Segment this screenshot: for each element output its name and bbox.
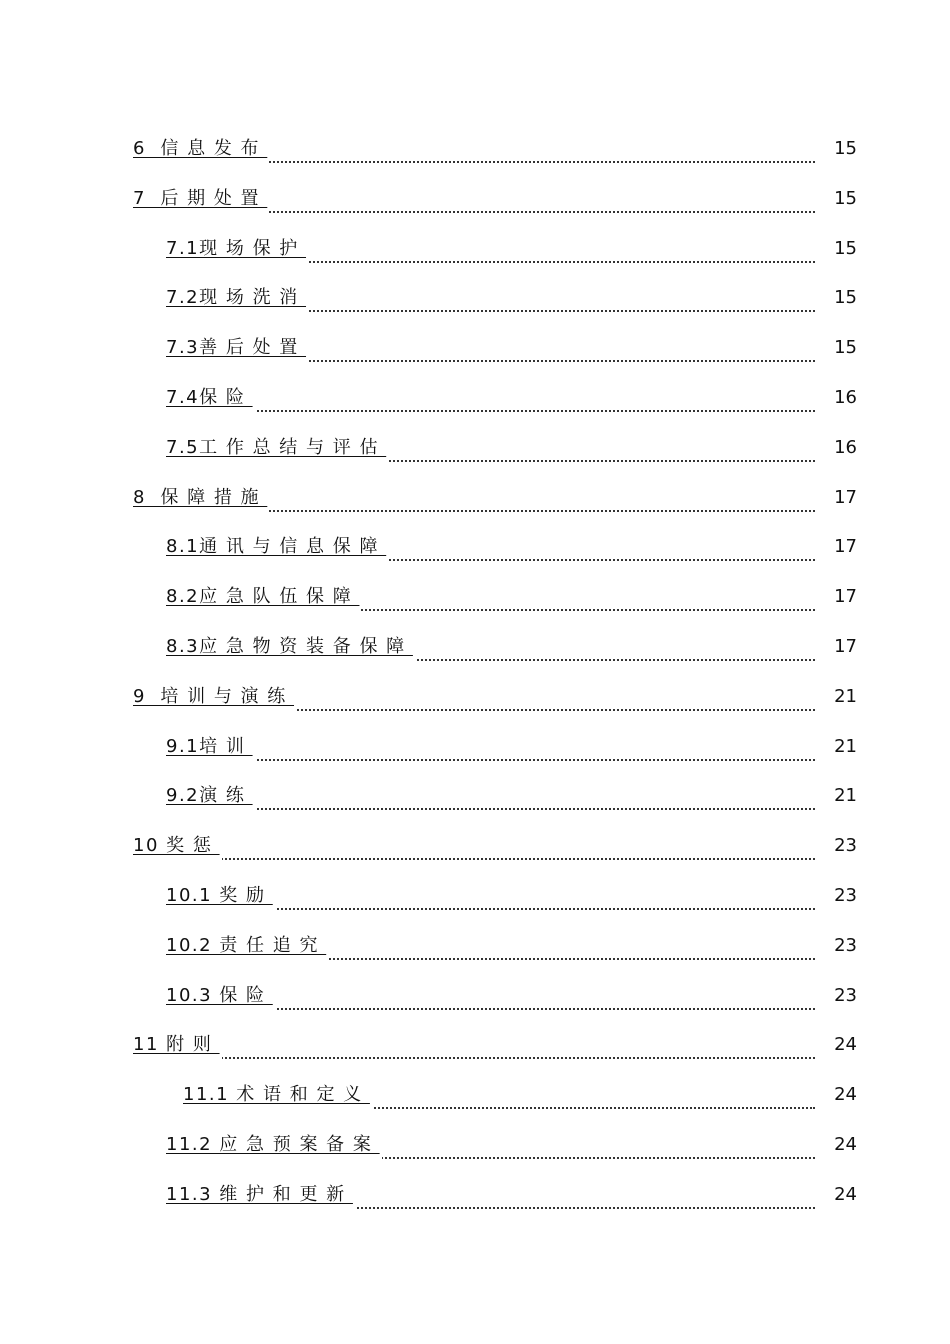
toc-page-number: 23 [834, 934, 857, 956]
toc-entry[interactable] [0, 532, 950, 562]
toc-entry[interactable] [0, 732, 950, 762]
toc-entry[interactable] [0, 483, 950, 513]
toc-entry-title[interactable]: 8 保 障 措 施 [133, 483, 269, 513]
toc-page-number: 21 [834, 785, 857, 807]
toc-entry-title[interactable]: 11.1 术 语 和 定 义 [183, 1080, 372, 1110]
toc-entry[interactable] [0, 283, 950, 313]
toc-entry-title[interactable]: 8.3应 急 物 资 装 备 保 障 [166, 632, 415, 662]
toc-entry-title[interactable]: 10.1 奖 励 [166, 881, 275, 911]
toc-page-number: 15 [834, 237, 857, 259]
toc-page-number: 17 [834, 636, 857, 657]
toc-entry-title[interactable]: 10 奖 惩 [133, 831, 222, 861]
toc-entry-title[interactable]: 7 后 期 处 置 [133, 184, 269, 214]
toc-entry[interactable] [0, 1180, 950, 1210]
toc-page-number: 24 [834, 1134, 857, 1155]
toc-entry[interactable] [0, 781, 950, 811]
toc-dot-leader [133, 844, 815, 860]
toc-dot-leader [133, 1043, 815, 1059]
toc-page-number: 21 [834, 685, 857, 707]
toc-page-number: 17 [834, 536, 857, 558]
toc-page-number: 15 [834, 138, 857, 159]
toc-dot-leader [166, 745, 815, 761]
toc-entry-title[interactable]: 7.1现 场 保 护 [166, 234, 308, 264]
toc-entry-title[interactable]: 7.2现 场 洗 消 [166, 283, 308, 313]
toc-dot-leader [166, 794, 815, 810]
toc-page-number: 16 [834, 387, 857, 408]
toc-entry-title[interactable]: 7.5工 作 总 结 与 评 估 [166, 433, 388, 463]
toc-page-number: 23 [834, 835, 857, 857]
toc-entry[interactable] [0, 582, 950, 612]
toc-entry-title[interactable]: 7.4保 险 [166, 383, 255, 413]
toc-page-number: 17 [834, 586, 857, 608]
toc-entry[interactable] [0, 881, 950, 911]
toc-entry[interactable] [0, 383, 950, 413]
toc-entry[interactable] [0, 1130, 950, 1160]
toc-entry[interactable] [0, 184, 950, 214]
toc-entry-title[interactable]: 6 信 息 发 布 [133, 134, 269, 164]
toc-page-number: 17 [834, 486, 857, 508]
toc-page-number: 23 [834, 885, 857, 906]
toc-page-number: 15 [834, 337, 857, 359]
toc-page-number: 15 [834, 287, 857, 309]
toc-entry[interactable] [0, 931, 950, 961]
toc-entry-title[interactable]: 9.2演 练 [166, 781, 255, 811]
toc-entry[interactable] [0, 1030, 950, 1060]
toc-entry-title[interactable]: 7.3善 后 处 置 [166, 333, 308, 363]
toc-entry[interactable] [0, 134, 950, 164]
toc-entry[interactable] [0, 831, 950, 861]
toc-entry-title[interactable]: 10.3 保 险 [166, 981, 275, 1011]
toc-page-number: 21 [834, 735, 857, 757]
toc-entry-title[interactable]: 10.2 责 任 追 究 [166, 931, 328, 961]
toc-page-number: 24 [834, 1034, 857, 1056]
toc-entry[interactable] [0, 1080, 950, 1110]
toc-entry-title[interactable]: 8.2应 急 队 伍 保 障 [166, 582, 361, 612]
toc-entry-title[interactable]: 9.1培 训 [166, 732, 255, 762]
toc-entry-title[interactable]: 11 附 则 [133, 1030, 222, 1060]
toc-entry-title[interactable]: 11.2 应 急 预 案 备 案 [166, 1130, 382, 1160]
toc-page-number: 24 [834, 1084, 857, 1106]
toc-page-number: 24 [834, 1183, 857, 1205]
toc-page-number: 23 [834, 984, 857, 1006]
toc-entry-title[interactable]: 9 培 训 与 演 练 [133, 682, 296, 712]
toc-page-number: 16 [834, 436, 857, 458]
toc-entry-title[interactable]: 8.1通 讯 与 信 息 保 障 [166, 532, 388, 562]
toc-entry[interactable] [0, 632, 950, 662]
toc-page-number: 15 [834, 187, 857, 209]
toc-entry-title[interactable]: 11.3 维 护 和 更 新 [166, 1180, 355, 1210]
toc-entry[interactable] [0, 333, 950, 363]
toc-dot-leader [166, 396, 815, 412]
toc-entry[interactable] [0, 682, 950, 712]
toc-entry[interactable] [0, 234, 950, 264]
toc-entry[interactable] [0, 981, 950, 1011]
toc-entry[interactable] [0, 433, 950, 463]
